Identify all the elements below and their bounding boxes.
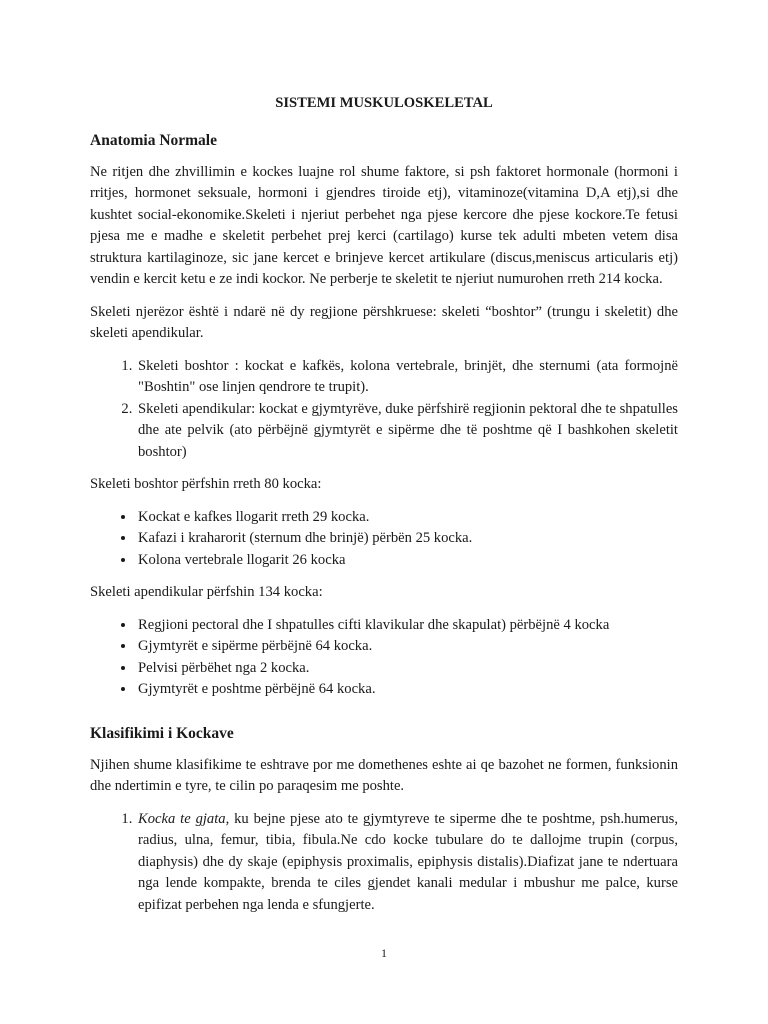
numbered-list-bone-types <box>90 809 678 917</box>
list-item: • Pelvisi përbëhet nga 2 kocka. <box>136 658 678 680</box>
page-content <box>90 93 678 927</box>
paragraph: Ne ritjen dhe zhvillimin e kockes luajne rol shume faktore, si psh faktoret hormonale (hormoni i rritjes, hormonet seksuale, hormoni i gjendres tiroide etj), vitaminoze(vitamina D,A etj),si dhe kushtet social-ekonomike.Skeleti i njeriut perbehet nga pjese kercore dhe pjese kockore.Te fetusi pjesa me e madhe e skeletit perbehet prej kerci (cartilago) kurse tek adulti mbeten vetem disa struktura kartilaginoze, sic jane kercet e brinjeve kercet artikulare (discus,meniscus articularis etj) vendin e kercit ketu e ze indi kockor. Ne perberje te skeletit te njeriut numurohen rreth 214 kocka. <box>90 163 678 287</box>
list-item <box>136 809 678 917</box>
section-heading-anatomia: Anatomia Normale <box>90 131 217 149</box>
list-item: • Kockat e kafkes llogarit rreth 29 kocka. <box>136 507 678 529</box>
numbered-list-skeleton-regions <box>90 356 678 464</box>
list-item: • Gjymtyrët e poshtme përbëjnë 64 kocka. <box>136 679 678 701</box>
bullet-list-appendicular <box>90 615 678 701</box>
list-item: 1. Skeleti boshtor : kockat e kafkës, kolona vertebrale, brinjët, dhe sternumi (ata formojnë "Boshtin" ose linjen qendrore te trupit). <box>136 356 678 399</box>
paragraph: Njihen shume klasifikime te eshtrave por me domethenes eshte ai qe bazohet ne formen, funksionin dhe ndertimin e tyre, te cilin po paraqesim me poshte. <box>90 756 678 794</box>
bone-type-term: Kocka te gjata <box>138 810 226 827</box>
paragraph: Skeleti apendikular përfshin 134 kocka: <box>90 584 323 600</box>
page-number: 1 <box>381 946 387 960</box>
paragraph: Skeleti boshtor përfshin rreth 80 kocka: <box>90 476 322 492</box>
section-heading-klasifikimi: Klasifikimi i Kockave <box>90 724 234 742</box>
list-item: • Gjymtyrët e sipërme përbëjnë 64 kocka. <box>136 636 678 658</box>
document-title: SISTEMI MUSKULOSKELETAL <box>275 95 493 111</box>
paragraph: Skeleti njerëzor është i ndarë në dy regjione përshkruese: skeleti “boshtor” (trungu i skeletit) dhe skeleti apendikular. <box>90 303 678 341</box>
list-item: • Kolona vertebrale llogarit 26 kocka <box>136 550 678 572</box>
list-item: 2. Skeleti apendikular: kockat e gjymtyrëve, duke përfshirë regjionin pektoral dhe te shpatulles dhe ate pelvik (ato përbëjnë gjymtyrët e sipërme dhe të poshtme që I bashkohen skeletit boshtor) <box>136 399 678 464</box>
list-item: • Regjioni pectoral dhe I shpatulles cifti klavikular dhe skapulat) përbëjnë 4 kocka <box>136 615 678 637</box>
bone-type-description: , ku bejne pjese ato te gjymtyreve te siperme dhe te poshtme, psh.humerus, radius, ulna, femur, tibia, fibula.Ne cdo kocke tubulare do te dallojme trupin (corpus, diaphysis) dhe dy skaje (epiphysis proximalis, epiphysis distalis).Diafizat jane te ndertuara nga lende kompakte, brenda te ciles gjendet kanali medular i mbushur me palce, kurse epifizat perbehen nga lenda e sfungjerte. <box>138 810 678 913</box>
list-item: • Kafazi i kraharorit (sternum dhe brinjë) përbën 25 kocka. <box>136 528 678 550</box>
bullet-list-axial <box>90 507 678 572</box>
